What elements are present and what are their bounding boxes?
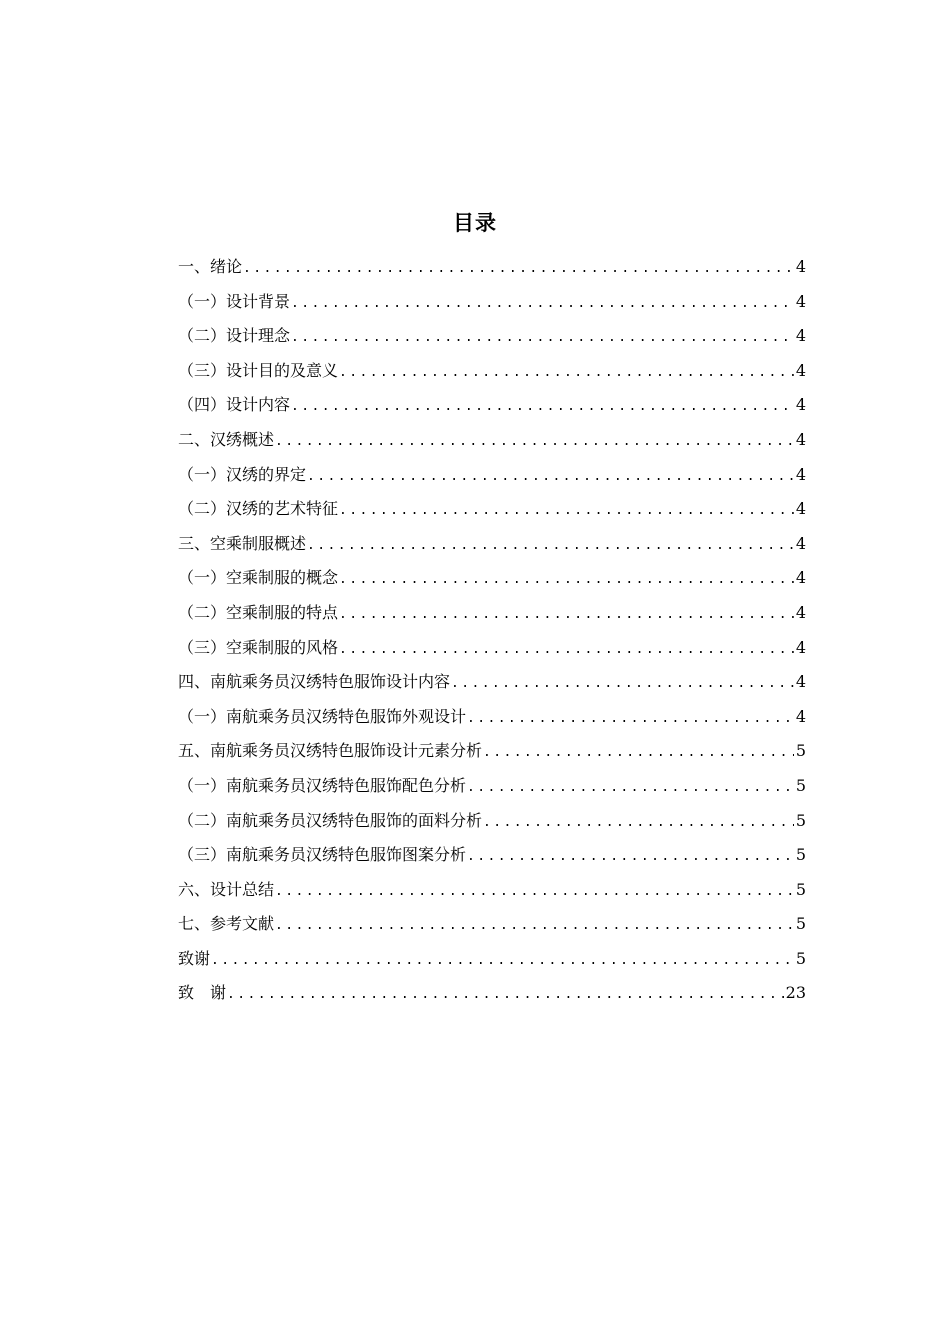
- dot-leader: [275, 909, 794, 944]
- toc-page-number: 4: [795, 429, 806, 449]
- toc-entry[interactable]: [178, 734, 806, 769]
- toc-page-number: 5: [795, 845, 806, 865]
- toc-entry-label: （一）南航乘务员汉绣特色服饰配色分析: [178, 775, 467, 795]
- toc-title: 目录: [453, 211, 497, 235]
- toc-entry-label: 致谢: [178, 948, 211, 968]
- toc-page-number: 4: [795, 257, 806, 276]
- toc-entry-label: （二）南航乘务员汉绣特色服饰的面料分析: [178, 810, 483, 830]
- toc-page-number: 5: [795, 775, 806, 795]
- toc-page-number: 4: [795, 326, 806, 346]
- toc-entry-label: 二、汉绣概述: [178, 429, 275, 449]
- toc-page-number: 4: [795, 360, 806, 380]
- dot-leader: [307, 460, 794, 495]
- toc-entry-label: 一、绪论: [178, 257, 243, 276]
- dot-leader: [275, 425, 794, 460]
- dot-leader: [483, 736, 794, 771]
- toc-entry[interactable]: [178, 838, 806, 873]
- toc-entry-label: （四）设计内容: [178, 395, 291, 415]
- toc-entry[interactable]: [178, 423, 806, 458]
- dot-leader: [307, 529, 794, 564]
- dot-leader: [291, 321, 794, 356]
- toc-entry-label: （一）空乘制服的概念: [178, 568, 339, 588]
- toc-page-number: 4: [795, 637, 806, 657]
- dot-leader: [339, 563, 794, 598]
- toc-entry[interactable]: [178, 285, 806, 320]
- dot-leader: [291, 390, 794, 425]
- toc-entry-label: 致 谢: [178, 983, 227, 1003]
- toc-entry[interactable]: [178, 700, 806, 735]
- toc-entry[interactable]: [178, 596, 806, 631]
- toc-entry[interactable]: [178, 319, 806, 354]
- toc-entry[interactable]: [178, 250, 806, 285]
- toc-page-number: 4: [795, 499, 806, 519]
- toc-entry-label: （二）空乘制服的特点: [178, 602, 339, 622]
- toc-entry-label: （二）设计理念: [178, 326, 291, 346]
- dot-leader: [339, 356, 794, 391]
- toc-page-number: 5: [795, 741, 806, 761]
- toc-entry-label: （三）空乘制服的风格: [178, 637, 339, 657]
- toc-entry[interactable]: [178, 631, 806, 666]
- toc-entry-label: （二）汉绣的艺术特征: [178, 499, 339, 519]
- toc-entry-label: 六、设计总结: [178, 879, 275, 899]
- toc-page-number: 5: [795, 810, 806, 830]
- dot-leader: [339, 494, 794, 529]
- toc-entry[interactable]: [178, 907, 806, 942]
- toc-entry-label: （一）设计背景: [178, 291, 291, 311]
- toc-entry[interactable]: [178, 527, 806, 562]
- dot-leader: [227, 978, 784, 1013]
- toc-page-number: 4: [795, 672, 806, 692]
- dot-leader: [467, 840, 794, 875]
- toc-entry[interactable]: [178, 458, 806, 493]
- toc-page-number: 4: [795, 568, 806, 588]
- toc-entry[interactable]: [178, 354, 806, 389]
- toc-entry-label: 七、参考文献: [178, 914, 275, 934]
- toc-page-number: 4: [795, 464, 806, 484]
- toc-page-number: 5: [795, 948, 806, 968]
- dot-leader: [291, 287, 794, 322]
- dot-leader: [339, 633, 794, 668]
- toc-page-number: 4: [795, 706, 806, 726]
- toc-entry[interactable]: [178, 804, 806, 839]
- toc-entry-label: （一）汉绣的界定: [178, 464, 307, 484]
- toc-page-number: 4: [795, 602, 806, 622]
- dot-leader: [483, 806, 794, 841]
- dot-leader: [275, 875, 794, 910]
- toc-entry-label: 四、南航乘务员汉绣特色服饰设计内容: [178, 672, 451, 692]
- toc-entry[interactable]: [178, 769, 806, 804]
- toc-entry-label: 五、南航乘务员汉绣特色服饰设计元素分析: [178, 741, 483, 761]
- dot-leader: [243, 252, 794, 287]
- toc-page-number: 23: [785, 983, 806, 1003]
- toc-entry[interactable]: [178, 561, 806, 596]
- toc-page-number: 4: [795, 291, 806, 311]
- dot-leader: [451, 667, 794, 702]
- table-of-contents: [178, 250, 806, 1011]
- toc-page-number: 4: [795, 533, 806, 553]
- toc-entry-label: 三、空乘制服概述: [178, 533, 307, 553]
- dot-leader: [467, 771, 794, 806]
- dot-leader: [467, 702, 794, 737]
- toc-page-number: 5: [795, 879, 806, 899]
- toc-entry[interactable]: [178, 388, 806, 423]
- dot-leader: [211, 944, 794, 979]
- toc-entry-label: （三）南航乘务员汉绣特色服饰图案分析: [178, 845, 467, 865]
- toc-entry[interactable]: [178, 665, 806, 700]
- toc-page-number: 4: [795, 395, 806, 415]
- toc-entry[interactable]: [178, 976, 806, 1011]
- dot-leader: [339, 598, 794, 633]
- toc-entry[interactable]: [178, 873, 806, 908]
- toc-entry-label: （一）南航乘务员汉绣特色服饰外观设计: [178, 706, 467, 726]
- toc-entry-label: （三）设计目的及意义: [178, 360, 339, 380]
- toc-entry[interactable]: [178, 492, 806, 527]
- toc-page-number: 5: [795, 914, 806, 934]
- toc-entry[interactable]: [178, 942, 806, 977]
